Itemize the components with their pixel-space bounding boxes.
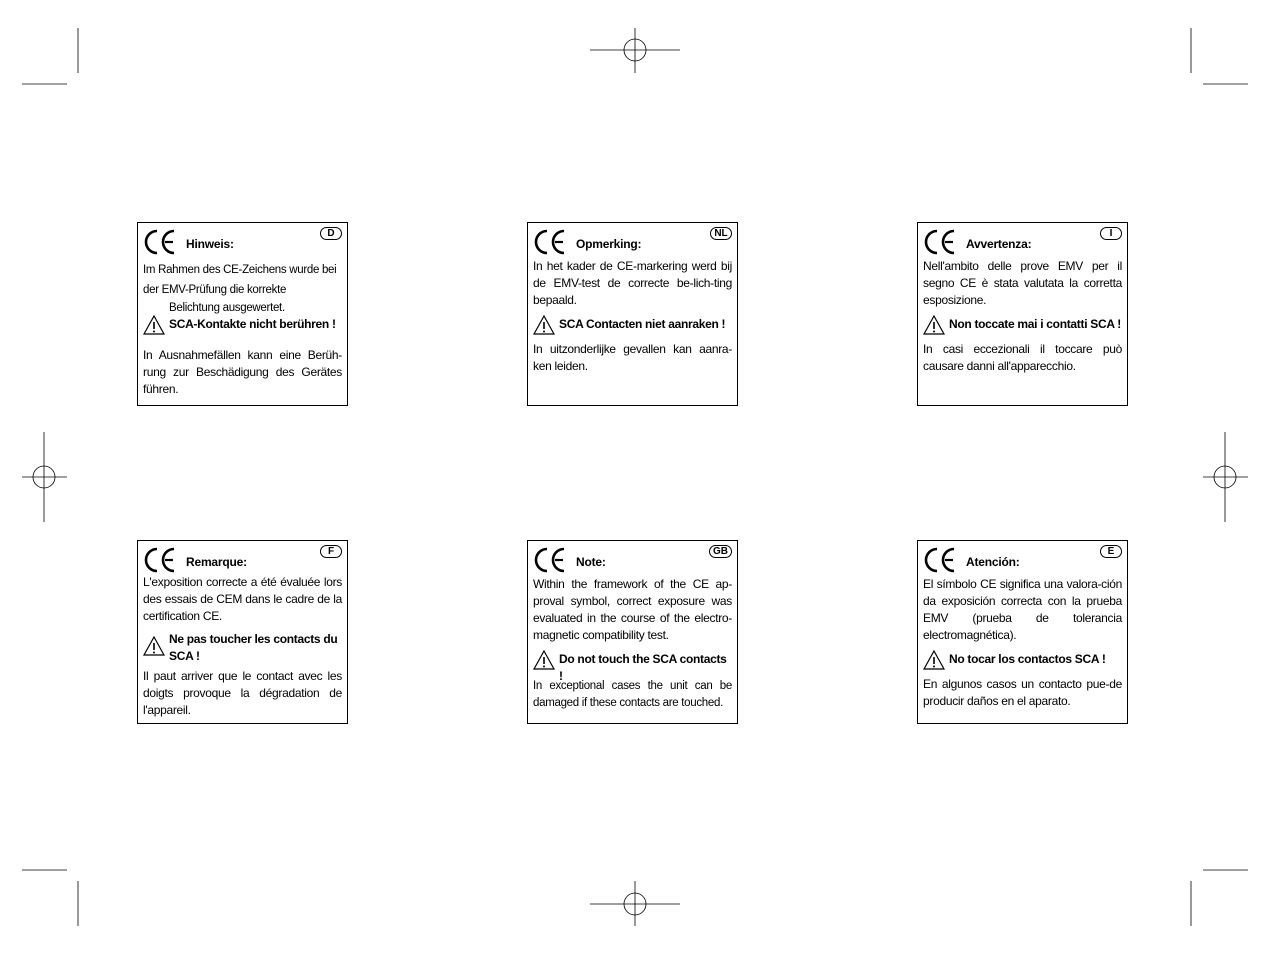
notice-box-de <box>137 222 348 406</box>
notice-intro: L'exposition correcte a été évaluée lors des essais de CEM dans le cadre de la certification CE. <box>143 575 342 623</box>
notice-heading: Note: <box>576 555 606 569</box>
notice-box-gb <box>527 540 738 724</box>
notice-intro: Im Rahmen des CE-Zeichens wurde bei der EMV-Prüfung die korrekte Belichtung ausgewertet. <box>143 264 337 314</box>
notice-intro: Within the framework of the CE ap-proval symbol, correct exposure was evaluated in the course of the electro-magnetic compatibility test. <box>533 577 732 642</box>
warning-triangle-icon <box>533 650 555 670</box>
ce-mark-icon <box>143 228 177 256</box>
warning-triangle-icon <box>143 636 165 656</box>
notice-box-es <box>917 540 1128 724</box>
ce-mark-icon <box>923 546 957 574</box>
ce-mark-icon <box>923 228 957 256</box>
ce-mark-icon <box>143 546 177 574</box>
notice-box-fr <box>137 540 348 724</box>
warning-triangle-icon <box>923 650 945 670</box>
notice-body: In uitzonderlijke gevallen kan aanra-ken leiden. <box>533 342 732 373</box>
ce-mark-icon <box>533 228 567 256</box>
notice-body: Il paut arriver que le contact avec les doigts provoque la dégradation de l'appareil. <box>143 669 342 717</box>
language-badge: GB <box>709 545 732 558</box>
notice-box-nl <box>527 222 738 406</box>
notice-intro: El símbolo CE significa una valora-ción da exposición correcta con la prueba EMV (prueba de tolerancia electromagnética). <box>923 577 1122 642</box>
language-badge: D <box>320 227 342 240</box>
notice-warning: Do not touch the SCA contacts ! <box>533 650 732 685</box>
notice-body: In casi eccezionali il toccare può causare danni all'apparecchio. <box>923 342 1122 373</box>
language-badge: NL <box>710 227 732 240</box>
notice-intro: Nell'ambito delle prove EMV per il segno CE è stata valutata la corretta esposizione. <box>923 259 1122 307</box>
warning-triangle-icon <box>923 315 945 335</box>
language-badge: E <box>1100 545 1122 558</box>
notice-warning: Ne pas toucher les contacts du SCA ! <box>143 630 342 665</box>
notice-body: En algunos casos un contacto pue-de producir daños en el aparato. <box>923 677 1122 708</box>
language-badge: F <box>320 545 342 558</box>
notice-warning: Non toccate mai i contatti SCA ! <box>923 315 1122 335</box>
notice-heading: Remarque: <box>186 555 247 569</box>
notice-heading: Atención: <box>966 555 1020 569</box>
warning-triangle-icon <box>143 315 165 335</box>
notice-intro: In het kader de CE-markering werd bij de EMV-test de correcte be-lich-ting bepaald. <box>533 259 732 307</box>
notice-warning: No tocar los contactos SCA ! <box>923 650 1122 670</box>
language-badge: I <box>1100 227 1122 240</box>
notice-warning: SCA Contacten niet aanraken ! <box>533 315 732 335</box>
notice-heading: Hinweis: <box>186 237 234 251</box>
notice-body: In exceptional cases the unit can be damaged if these contacts are touched. <box>533 680 732 709</box>
notice-box-it <box>917 222 1128 406</box>
notice-warning: SCA-Kontakte nicht berühren ! <box>143 315 342 335</box>
notice-body: In Ausnahmefällen kann eine Berüh-rung zur Beschädigung des Gerätes führen. <box>143 348 342 396</box>
notice-heading: Opmerking: <box>576 237 642 251</box>
ce-mark-icon <box>533 546 567 574</box>
warning-triangle-icon <box>533 315 555 335</box>
notice-heading: Avvertenza: <box>966 237 1032 251</box>
